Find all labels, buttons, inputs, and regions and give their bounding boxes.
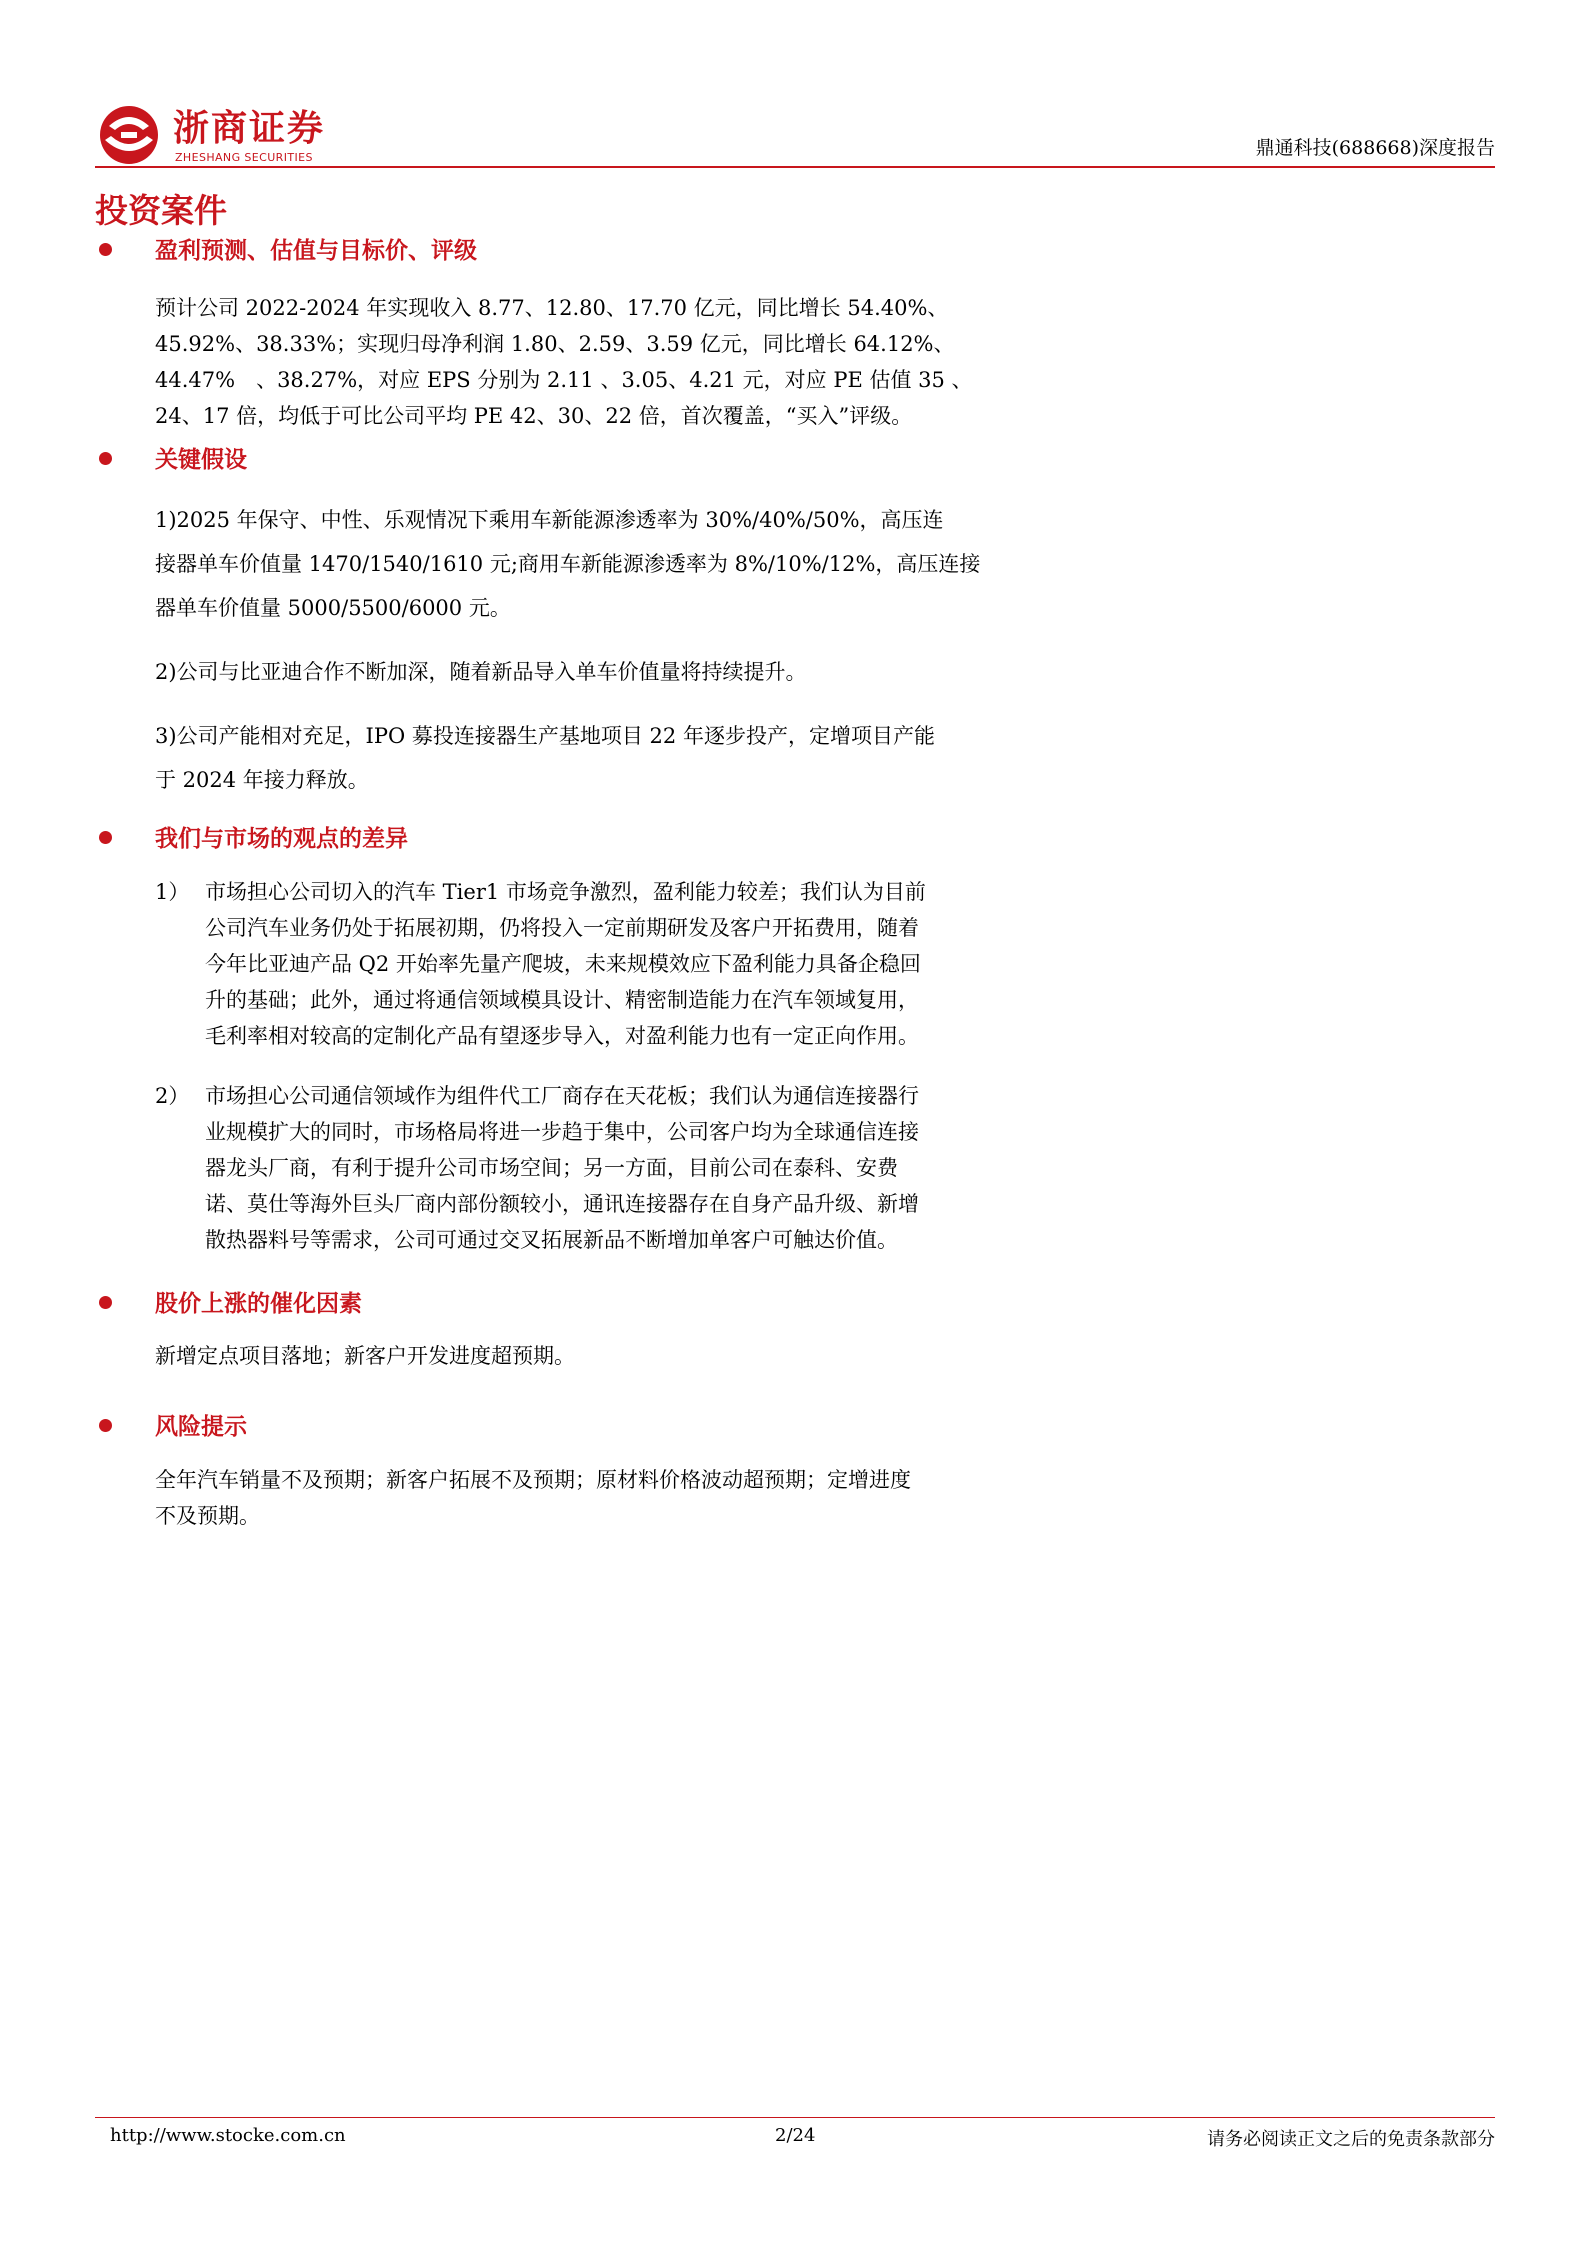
section-catalysts [95, 1285, 1125, 1319]
text-line: 新增定点项目落地；新客户开发进度超预期。 [155, 1344, 575, 1368]
text-line: 市场担心公司切入的汽车 Tier1 市场竞争激烈，盈利能力较差；我们认为目前 [205, 880, 926, 904]
section-assumptions [95, 441, 1125, 475]
item-number: 1） [155, 880, 190, 904]
text-line: 毛利率相对较高的定制化产品有望逐步导入，对盈利能力也有一定正向作用。 [205, 1024, 919, 1048]
catalysts-text [155, 1338, 1215, 1374]
text-line: 今年比亚迪产品 Q2 开始率先量产爬坡，未来规模效应下盈利能力具备企稳回 [205, 952, 921, 976]
text-line: 市场担心公司通信领域作为组件代工厂商存在天花板；我们认为通信连接器行 [205, 1084, 919, 1108]
page-title: 投资案件 [95, 191, 227, 230]
forecast-text [155, 290, 1215, 434]
item-text [205, 874, 1220, 1054]
text-line: 器龙头厂商，有利于提升公司市场空间；另一方面，目前公司在泰科、安费 [205, 1156, 898, 1180]
bullet-icon [99, 831, 112, 844]
text-line: 于 2024 年接力释放。 [155, 768, 369, 792]
section-forecast [95, 232, 1125, 266]
item-text [205, 1078, 1220, 1258]
section-heading [95, 820, 1125, 854]
text-line: 接器单车价值量 1470/1540/1610 元;商用车新能源渗透率为 8%/10%/12%，高压连接 [155, 552, 981, 576]
logo-subtext: ZHESHANG SECURITIES [175, 151, 313, 164]
assumption-3 [155, 714, 1215, 802]
text-line: 全年汽车销量不及预期；新客户拓展不及预期；原材料价格波动超预期；定增进度 [155, 1468, 911, 1492]
text-line: 不及预期。 [155, 1504, 260, 1528]
footer-url[interactable]: http://www.stocke.com.cn [110, 2125, 346, 2146]
bullet-icon [99, 1419, 112, 1432]
text-line: 1)2025 年保守、中性、乐观情况下乘用车新能源渗透率为 30%/40%/50%，高压连 [155, 508, 944, 532]
text-line: 预计公司 2022-2024 年实现收入 8.77、12.80、17.70 亿元，同比增长 54.40%、 [155, 296, 949, 320]
section-title: 我们与市场的观点的差异 [155, 826, 408, 852]
text-line: 24、17 倍，均低于可比公司平均 PE 42、30、22 倍，首次覆盖，“买入”评级。 [155, 404, 913, 428]
difference-item-2 [155, 1078, 1220, 1258]
assumption-2 [155, 650, 1215, 694]
section-title: 风险提示 [155, 1414, 247, 1440]
bullet-icon [99, 243, 112, 256]
section-risks [95, 1408, 1125, 1442]
section-title: 盈利预测、估值与目标价、评级 [155, 238, 477, 264]
section-heading [95, 441, 1125, 475]
text-line: 2)公司与比亚迪合作不断加深，随着新品导入单车价值量将持续提升。 [155, 660, 807, 684]
text-line: 3)公司产能相对充足，IPO 募投连接器生产基地项目 22 年逐步投产，定增项目产能 [155, 724, 935, 748]
text-line: 升的基础；此外，通过将通信领域模具设计、精密制造能力在汽车领域复用， [205, 988, 919, 1012]
page-header [95, 100, 1495, 170]
item-number: 2） [155, 1084, 190, 1108]
footer-disclaimer: 请务必阅读正文之后的免责条款部分 [1207, 2129, 1495, 2150]
section-heading [95, 1408, 1125, 1442]
logo-text: 浙商证券 [173, 108, 326, 149]
text-line: 44.47% 、38.27%，对应 EPS 分别为 2.11 、3.05、4.21 元，对应 PE 估值 35 、 [155, 368, 973, 392]
header-divider [95, 166, 1495, 168]
page-number: 2/24 [775, 2125, 816, 2146]
text-line: 公司汽车业务仍处于拓展初期，仍将投入一定前期研发及客户开拓费用，随着 [205, 916, 919, 940]
section-title: 关键假设 [155, 447, 247, 473]
risks-text [155, 1462, 1215, 1534]
text-line: 45.92%、38.33%；实现归母净利润 1.80、2.59、3.59 亿元，同比增长 64.12%、 [155, 332, 955, 356]
text-line: 器单车价值量 5000/5500/6000 元。 [155, 596, 511, 620]
footer-divider [95, 2117, 1495, 2118]
section-differences [95, 820, 1125, 854]
report-title: 鼎通科技(688668)深度报告 [1255, 137, 1495, 159]
section-heading [95, 232, 1125, 266]
bullet-icon [99, 452, 112, 465]
difference-item-1 [155, 874, 1220, 1054]
bullet-icon [99, 1296, 112, 1309]
company-logo [95, 100, 355, 170]
section-heading [95, 1285, 1125, 1319]
text-line: 散热器料号等需求，公司可通过交叉拓展新品不断增加单客户可触达价值。 [205, 1228, 898, 1252]
text-line: 业规模扩大的同时，市场格局将进一步趋于集中，公司客户均为全球通信连接 [205, 1120, 919, 1144]
section-title: 股价上涨的催化因素 [155, 1291, 362, 1317]
logo-icon [95, 104, 167, 166]
assumption-1 [155, 498, 1215, 630]
text-line: 诺、莫仕等海外巨头厂商内部份额较小，通讯连接器存在自身产品升级、新增 [205, 1192, 919, 1216]
